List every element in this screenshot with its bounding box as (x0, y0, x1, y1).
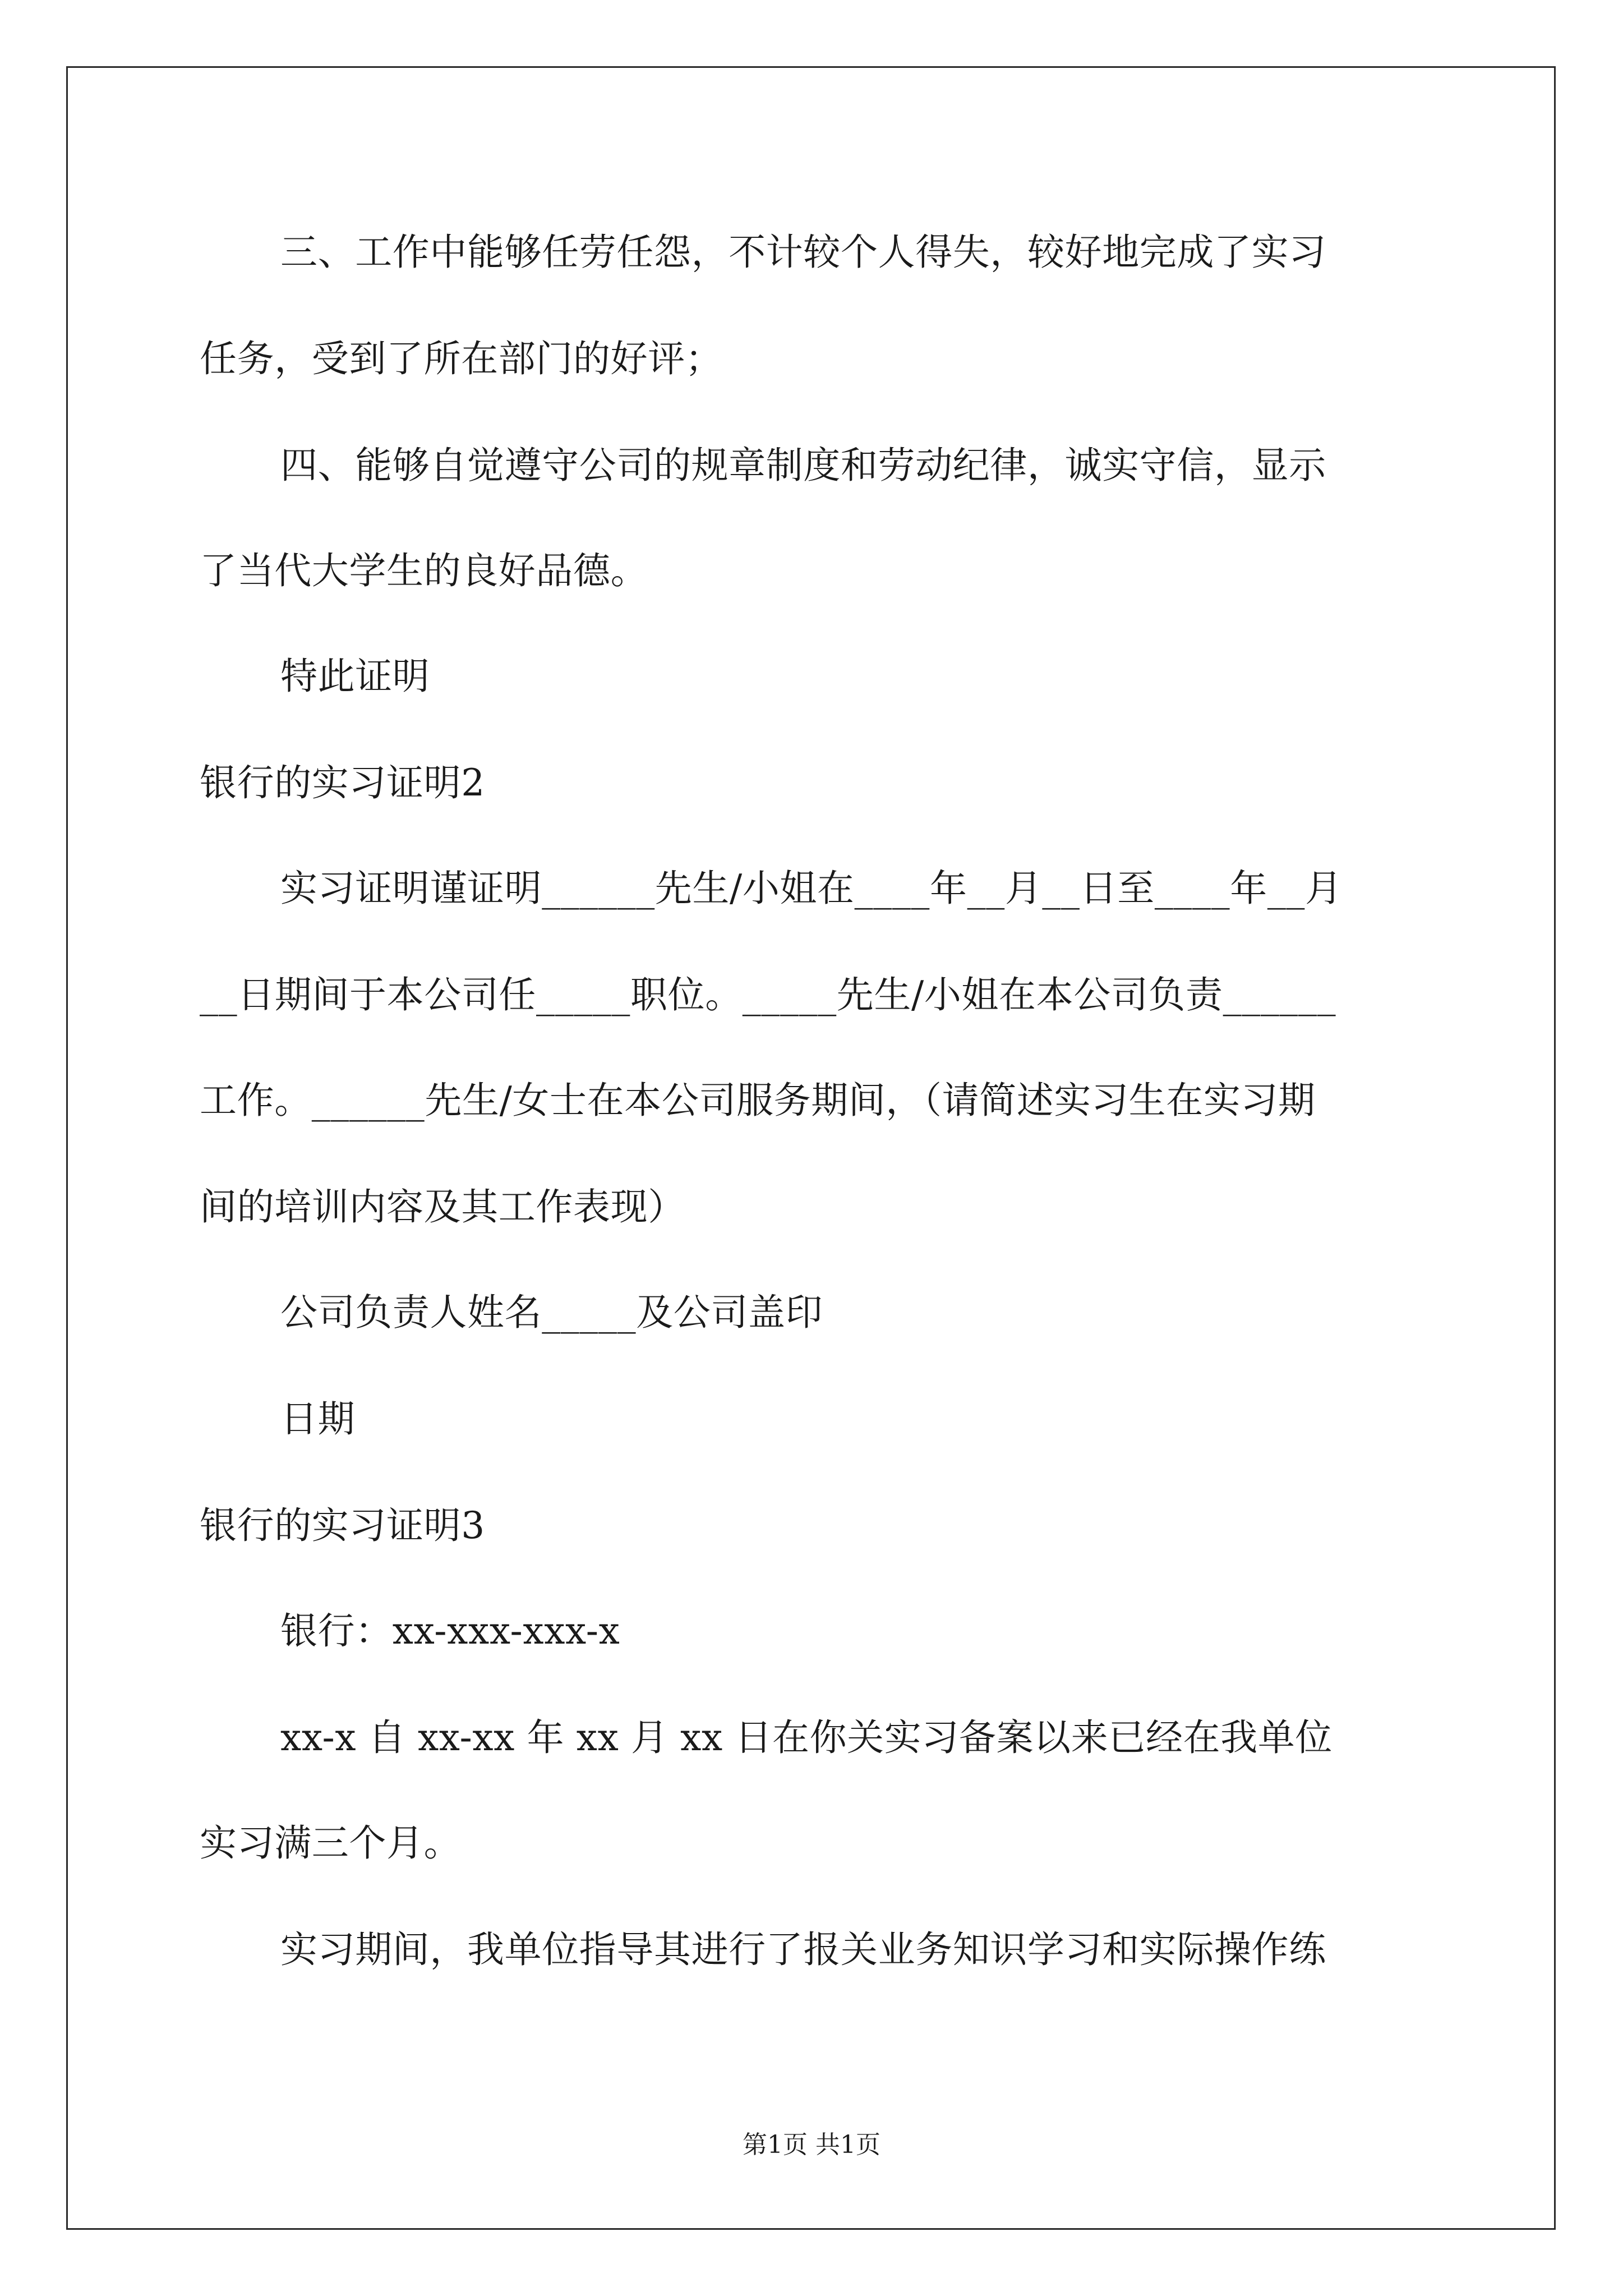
section-heading-2: 银行的实习证明2 (200, 761, 485, 804)
paragraph-line-17: 实习期间，我单位指导其进行了报关业务知识学习和实际操作练 (280, 1928, 1326, 1971)
paragraph-line-9: 工作。______先生/女士在本公司服务期间，（请简述实习生在实习期 (200, 1079, 1316, 1122)
paragraph-line-4: 了当代大学生的良好品德。 (200, 549, 648, 592)
paragraph-line-8: __日期间于本公司任_____职位。_____先生/小姐在本公司负责______ (200, 973, 1336, 1016)
paragraph-line-10: 间的培训内容及其工作表现） (200, 1185, 685, 1228)
closing-statement: 特此证明 (280, 655, 430, 698)
paragraph-line-15: xx-x 自 xx-xx 年 xx 月 xx 日在你关实习备案以来已经在我单位 (280, 1716, 1332, 1759)
paragraph-line-3: 四、能够自觉遵守公司的规章制度和劳动纪律，诚实守信，显示 (280, 444, 1326, 487)
paragraph-line-16: 实习满三个月。 (200, 1821, 462, 1865)
page-border (66, 66, 1556, 2230)
page-number-footer: 第1页 共1页 (743, 2131, 880, 2159)
paragraph-line-1: 三、工作中能够任劳任怨，不计较个人得失，较好地完成了实习 (280, 231, 1326, 274)
paragraph-line-2: 任务，受到了所在部门的好评； (200, 337, 723, 380)
bank-code-line: 银行：xx-xxx-xxx-x (280, 1609, 620, 1653)
paragraph-line-7: 实习证明谨证明______先生/小姐在____年__月__日至____年__月 (280, 867, 1343, 910)
signature-line: 公司负责人姓名_____及公司盖印 (280, 1291, 823, 1334)
date-line: 日期 (280, 1397, 356, 1441)
section-heading-3: 银行的实习证明3 (200, 1504, 485, 1547)
